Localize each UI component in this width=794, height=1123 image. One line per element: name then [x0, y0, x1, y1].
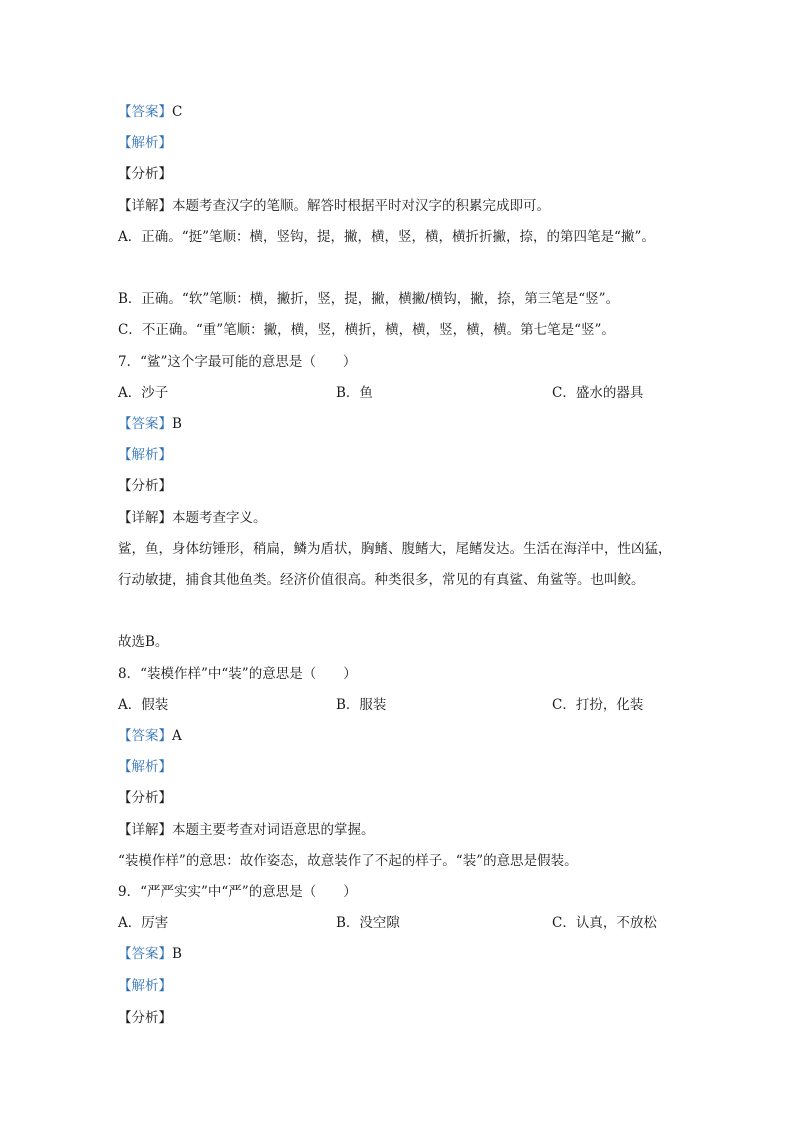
answer-tag: 【答案】	[118, 416, 172, 432]
detail-paragraph: “装模作样”的意思：故作姿态，故意装作了不起的样子。“装”的意思是假装。	[118, 853, 578, 869]
fenxi-tag: 【分析】	[118, 790, 172, 806]
question-7: 7．“鲨”这个字最可能的意思是（ ）	[118, 354, 357, 370]
q8-option-b: B．服装	[336, 697, 387, 713]
detail-text: 本题主要考查对词语意思的掌握。	[172, 822, 375, 838]
detail-tag: 【详解】	[118, 198, 172, 214]
answer-value: A	[172, 728, 182, 744]
fenxi-tag: 【分析】	[118, 478, 172, 494]
fenxi-tag: 【分析】	[118, 166, 172, 182]
q9-option-c: C．认真，不放松	[552, 915, 657, 931]
detail-text: 本题考查汉字的笔顺。解答时根据平时对汉字的积累完成即可。	[172, 198, 550, 214]
detail-line	[118, 820, 375, 840]
q9-option-b: B．没空隙	[336, 915, 400, 931]
explanation-a: A．正确。“挺”笔顺：横，竖钩，提，撇，横，竖，横，横折折撇，捺，的第四笔是“撇”。	[118, 229, 655, 245]
q7-option-a: A．沙子	[118, 385, 169, 401]
answer-tag: 【答案】	[118, 946, 172, 962]
answer-value: B	[172, 416, 182, 432]
jiexi-tag: 【解析】	[118, 759, 172, 775]
answer-value: B	[172, 946, 182, 962]
question-8: 8．“装模作样”中“装”的意思是（ ）	[118, 666, 357, 682]
answer-value: C	[172, 104, 183, 120]
detail-tag: 【详解】	[118, 510, 172, 526]
answer-line	[118, 726, 182, 746]
q8-option-c: C．打扮，化装	[552, 697, 644, 713]
answer-tag: 【答案】	[118, 728, 172, 744]
explanation-b: B．正确。“软”笔顺：横，撇折，竖，提，撇，横撇/横钩，撇，捺，第三笔是“竖”。	[118, 291, 620, 307]
detail-tag: 【详解】	[118, 822, 172, 838]
detail-text: 本题考查字义。	[172, 510, 267, 526]
answer-line	[118, 414, 182, 434]
q9-option-a: A．厉害	[118, 915, 169, 931]
fenxi-tag: 【分析】	[118, 1010, 172, 1026]
conclusion: 故选B。	[118, 634, 169, 650]
answer-tag: 【答案】	[118, 104, 172, 120]
detail-paragraph: 鲨，鱼，身体纺锤形，稍扁，鳞为盾状，胸鳍、腹鳍大，尾鳍发达。生活在海洋中，性凶猛，行动敏捷，捕食其他鱼类。经济价值很高。种类很多，常见的有真鲨、角鲨等。也叫鲛。	[118, 541, 672, 588]
q7-option-b: B．鱼	[336, 385, 373, 401]
answer-line	[118, 102, 182, 122]
q8-option-a: A．假装	[118, 697, 169, 713]
q7-option-c: C．盛水的器具	[552, 385, 644, 401]
answer-line	[118, 944, 182, 964]
jiexi-tag: 【解析】	[118, 978, 172, 994]
jiexi-tag: 【解析】	[118, 135, 172, 151]
question-9: 9．“严严实实”中“严”的意思是（ ）	[118, 884, 357, 900]
jiexi-tag: 【解析】	[118, 447, 172, 463]
explanation-c: C．不正确。“重”笔顺：撇，横，竖，横折，横，横，竖，横，横。第七笔是“竖”。	[118, 322, 615, 338]
detail-line	[118, 508, 267, 528]
detail-line	[118, 196, 550, 216]
